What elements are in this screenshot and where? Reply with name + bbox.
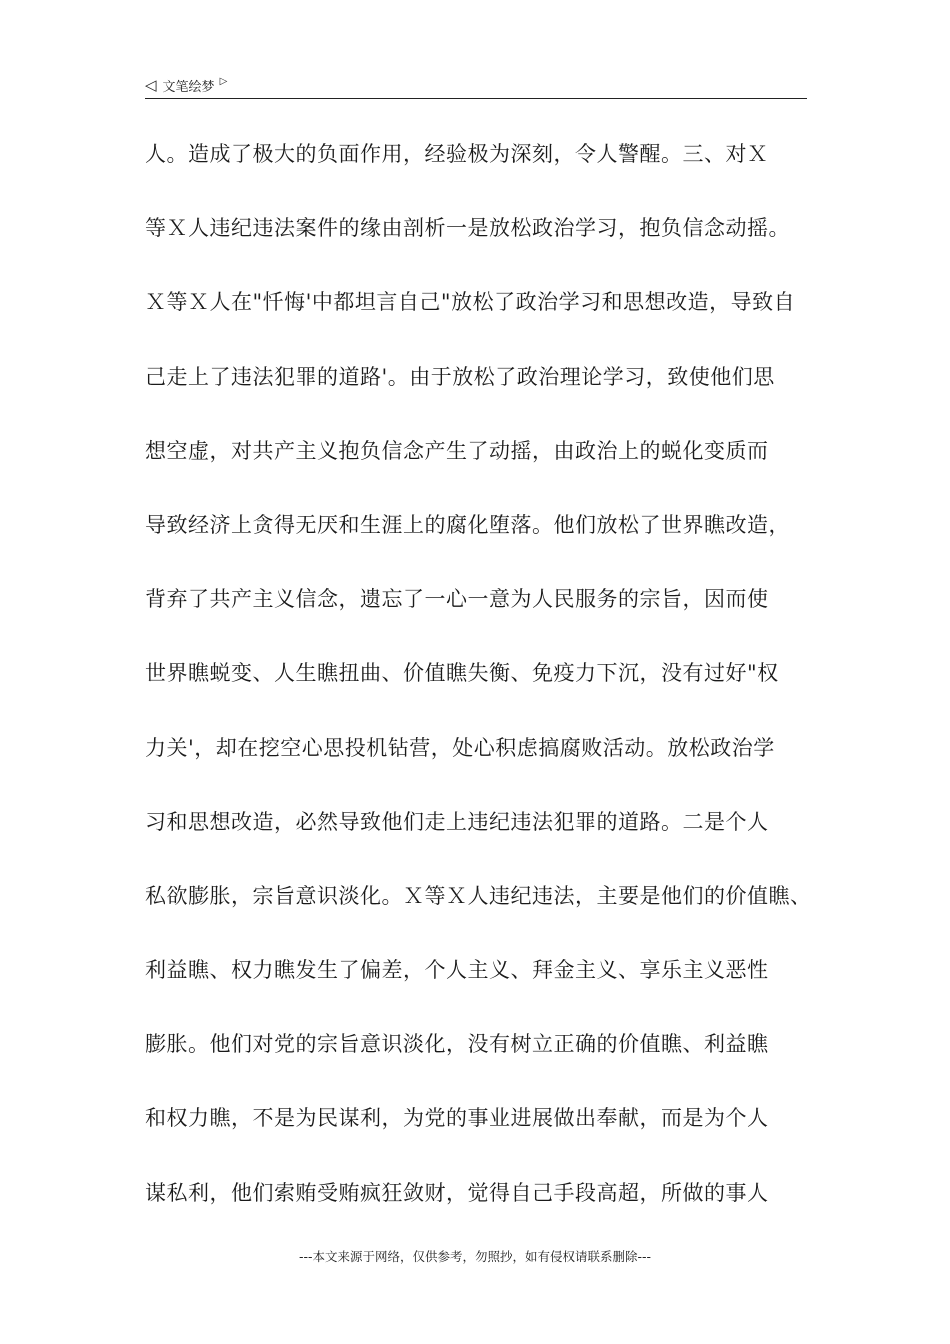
body-line: 背弃了共产主义信念，遗忘了一心一意为人民服务的宗旨，因而使 <box>145 587 769 612</box>
header-title: 文笔绘梦 <box>162 79 215 95</box>
triangle-right-icon: ▷ <box>219 76 228 87</box>
body-line: 想空虚，对共产主义抱负信念产生了动摇，由政治上的蜕化变质而 <box>145 438 769 463</box>
body-line: 谋私利，他们索贿受贿疯狂敛财，觉得自己手段高超，所做的事人 <box>145 1180 769 1205</box>
document-body <box>145 128 825 1241</box>
body-line: 等Ｘ人违纪违法案件的缘由剖析一是放松政治学习，抱负信念动摇。 <box>145 216 790 241</box>
body-line: 人。造成了极大的负面作用，经验极为深刻，令人警醒。三、对Ｘ <box>145 142 769 166</box>
body-line: 利益瞧、权力瞧发生了偏差，个人主义、拜金主义、享乐主义恶性 <box>145 958 769 983</box>
footer-notice: ---本文来源于网络，仅供参考，勿照抄，如有侵权请联系删除--- <box>298 1249 652 1264</box>
triangle-left-icon: ◁ <box>145 75 157 94</box>
body-line: 和权力瞧，不是为民谋利，为党的事业进展做出奉献，而是为个人 <box>145 1106 769 1131</box>
body-line: 导致经济上贪得无厌和生涯上的腐化堕落。他们放松了世界瞧改造， <box>145 512 790 537</box>
body-line: 己走上了违法犯罪的道路'。由于放松了政治理论学习，致使他们思 <box>145 364 775 389</box>
body-line: 私欲膨胀，宗旨意识淡化。Ｘ等Ｘ人违纪违法，主要是他们的价值瞧、 <box>145 883 812 908</box>
page-header <box>145 72 807 99</box>
body-line: 膨胀。他们对党的宗旨意识淡化，没有树立正确的价值瞧、利益瞧 <box>145 1032 769 1057</box>
body-line: 力关'，却在挖空心思投机钻营，处心积虑搞腐败活动。放松政治学 <box>145 735 775 760</box>
body-line: 世界瞧蜕变、人生瞧扭曲、价值瞧失衡、免疫力下沉，没有过好"权 <box>145 661 779 686</box>
body-line: Ｘ等Ｘ人在"忏悔'中都坦言自己"放松了政治学习和思想改造，导致自 <box>145 290 796 315</box>
body-line: 习和思想改造，必然导致他们走上违纪违法犯罪的道路。二是个人 <box>145 809 769 834</box>
